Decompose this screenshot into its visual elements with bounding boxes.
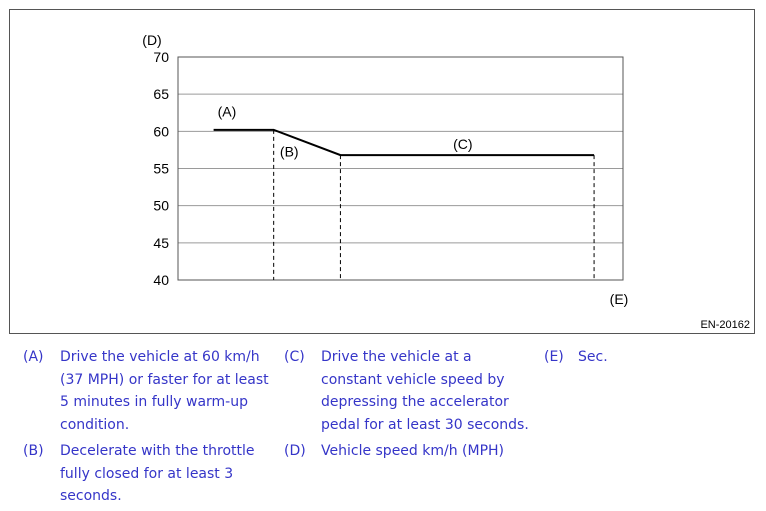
phase-label: (C)	[453, 136, 473, 153]
legend-text-c	[321, 346, 529, 436]
y-tick-label: 45	[153, 234, 169, 251]
legend-key-b: (B)	[23, 443, 44, 459]
y-tick-label: 60	[153, 123, 169, 140]
legend-line: Vehicle speed km/h (MPH)	[321, 443, 505, 459]
legend-text-e	[578, 346, 608, 369]
figure-code: EN-20162	[700, 319, 750, 331]
y-tick-label: 50	[153, 197, 169, 214]
y-tick-label: 65	[153, 86, 169, 103]
legend-text-d	[321, 440, 504, 463]
legend-key-c: (C)	[284, 349, 305, 365]
legend-line: seconds.	[60, 488, 122, 504]
legend-key-d: (D)	[284, 443, 306, 459]
legend-line: condition.	[60, 416, 130, 433]
phase-label: (A)	[217, 103, 237, 120]
legend-line: Sec.	[578, 349, 608, 365]
legend-line: fully closed for at least 3	[60, 465, 234, 482]
legend-line: (37 MPH) or faster for at least	[60, 371, 269, 388]
legend-line: depressing the accelerator	[321, 394, 509, 410]
legend-line: 5 minutes in fully warm-up	[60, 394, 248, 410]
legend-line: Drive the vehicle at 60 km/h	[60, 349, 260, 365]
x-axis-label: (E)	[609, 291, 629, 307]
phase-label: (B)	[279, 143, 299, 160]
legend-key-e: (E)	[544, 349, 564, 365]
figure-frame	[9, 9, 755, 334]
legend-line: Decelerate with the throttle	[60, 443, 255, 459]
y-tick-label: 70	[153, 49, 169, 65]
legend-line: constant vehicle speed by	[321, 371, 505, 388]
legend-line: pedal for at least 30 seconds.	[321, 416, 529, 433]
y-axis-label: (D)	[142, 32, 162, 48]
speed-line	[214, 130, 594, 155]
legend-line: Drive the vehicle at a	[321, 349, 472, 365]
speed-chart	[10, 10, 754, 333]
legend-text-a	[60, 346, 269, 436]
legend-key-a: (A)	[23, 349, 44, 365]
y-tick-label: 55	[153, 160, 169, 177]
y-tick-label: 40	[153, 272, 169, 288]
legend-text-b	[60, 440, 255, 508]
